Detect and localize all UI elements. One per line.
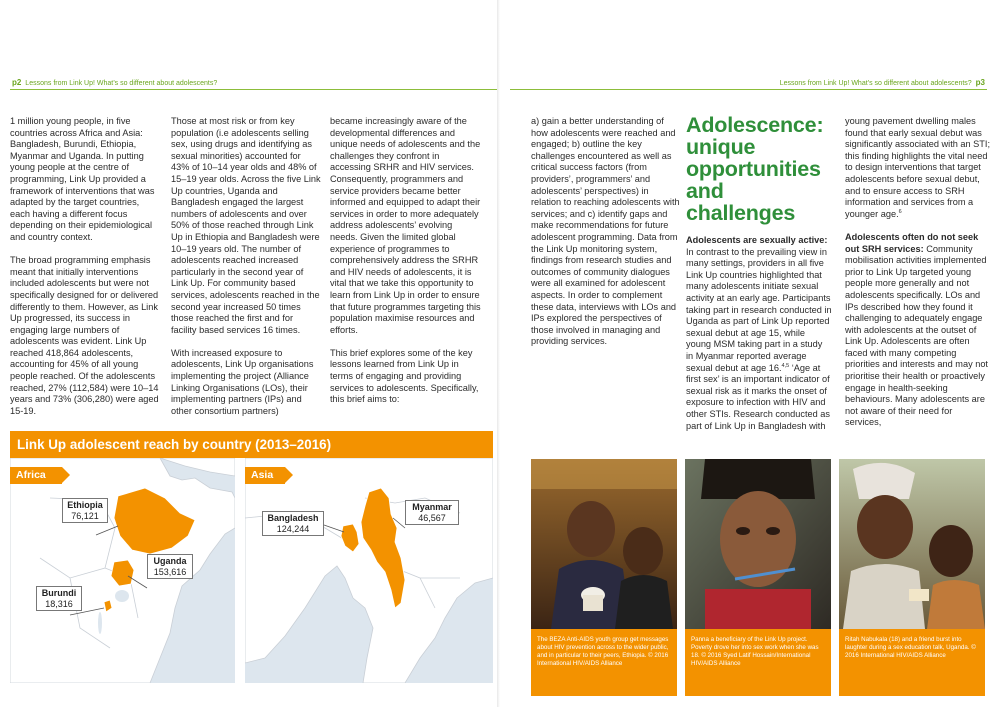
right-column-2 — [686, 114, 832, 432]
reference-mark: 4,5 — [781, 362, 790, 369]
country-value: 124,244 — [276, 523, 310, 534]
photo-caption: The BEZA Anti-AIDS youth group get messages about HIV prevention across to the wider public, and in particular to their peers, Ethiopia. © 2016 International HIV/AIDS Alliance — [531, 629, 677, 696]
reach-map-figure — [10, 431, 493, 683]
running-head-right — [780, 78, 987, 87]
page-number-left: p2 — [12, 78, 22, 87]
asia-map-panel — [245, 458, 493, 683]
body-text: young pavement dwelling males found that early sexual debut was significantly associated with an STI; this finding highlights the vital need to design interventions that target adolescents before sexual debut, and to ensure access to SRH information and services from a younger age. — [845, 116, 991, 219]
paragraph: This brief explores some of the key lessons learned from Link Up in terms of engaging and providing services to adolescents. Specifically, this brief aims to: — [330, 347, 479, 405]
left-column-1 — [10, 116, 160, 417]
paragraph — [845, 232, 991, 429]
country-label-myanmar — [405, 500, 459, 525]
paragraph: became increasingly aware of the developmental differences and unique needs of adolescents and the challenges they confront in accessing SRHR and HIV services. Consequently, programmers and service providers became better informed and equipped to adapt their services in order to more adequately address adolescents’ evolving needs. Given the limited global experience of programmes to comprehensively address the SRHR and HIV needs of adolescents, it is vital that we take this opportunity to learn from Link Up in order to ensure that future programmes targeting this population maximise resources and efforts. — [330, 116, 481, 335]
country-name: Bangladesh — [267, 513, 319, 523]
photo-caption: Panna a beneficiary of the Link Up project. Poverty drove her into sex work when she was 18. © 2016 Syed Latif Hossain/International HIV/AIDS Alliance — [685, 629, 831, 696]
country-value: 153,616 — [153, 566, 187, 577]
paragraph: a) gain a better understanding of how adolescents were reached and engaged; b) outline the key challenges encountered as well as critical success factors (from providers’, programmers’ and adolescents’ perspectives) in relation to reaching adolescents with services; and c) identify gaps and make recommendations for future adolescent programming. Data from the Link Up monitoring system, findings from research studies and outcomes of community dialogues were all examined for adolescent aspects. In order to complement these data, interviews with LOs and IPs explored the perspectives of those involved in managing and providing services. — [531, 116, 680, 347]
paragraph: Those at most risk or from key population (i.e adolescents selling sex, using drugs and identifying as sexual minorities) accounted for 43% of 10–14 year olds and 48% of 15–19 year olds. Across the five Link Up countries, Uganda and Bangladesh engaged the largest numbers of adolescents and over 50% of those reached through Link Up in Ethiopia and Bangladesh were 10–19 years old. The number of adolescents reached increased particularly in the second year of Link Up. For community based services, adolescents reached in the second year increased 50 times those reached the first and for facility based services 16 times. — [171, 116, 321, 335]
country-label-burundi — [36, 586, 82, 611]
body-text: Community mobilisation activities implemented prior to Link Up targeted young people more generally and not adolescents specifically. LOs and IPs described how they found it challenging to adequately engage with adolescents at the outset of Link Up. Adolescents are often faced with many competing priorities and interests and may not prioritise their health or proactively engage in health-seeking behaviours. Many adolescents are not aware of their need for services, — [845, 243, 988, 428]
lead-in: Adolescents often do not seek out SRH services: — [845, 231, 979, 254]
country-value: 46,567 — [418, 512, 446, 523]
right-column-1 — [531, 116, 681, 348]
country-value: 18,316 — [45, 598, 73, 609]
paragraph: The broad programming emphasis meant that initially interventions included adolescents but were not specifically designed for or delivered differently to them. However, as Link Up progressed, its success in engaging large numbers of adolescents was evident. Link Up reached 418,864 adolescents, accounting for 45% of all young people reached. Of the adolescents reached, 27% (112,584) were 10–14 years and 73% (306,280) were aged 15-19. — [10, 255, 159, 416]
country-name: Burundi — [41, 588, 77, 598]
photo-youth-group-image — [531, 459, 677, 629]
asia-map-graphic — [245, 458, 493, 683]
section-heading: Adolescence: unique opportunities and challenges — [686, 113, 824, 225]
country-name: Uganda — [153, 556, 187, 566]
paragraph — [845, 116, 991, 220]
country-label-uganda — [147, 554, 193, 579]
header-rule-left — [10, 89, 497, 90]
paragraph: 1 million young people, in five countries across Africa and Asia: Bangladesh, Burundi, Ethiopia, Myanmar and Uganda. In putting young people at the centre of programming, Link Up provided a framework of interventions that was adapted by the target countries, each having a different focus depending on their epidemiological and country context. — [10, 116, 155, 242]
map-title: Link Up adolescent reach by country (2013–2016) — [10, 431, 493, 458]
country-value: 76,121 — [71, 510, 99, 521]
photo-ritah-image — [839, 459, 985, 629]
paragraph: With increased exposure to adolescents, Link Up organisations implementing the project (Alliance Linking Organisations (LOs), their implementing partners (IPs) and other consortium partners) — [171, 347, 314, 416]
paragraph — [686, 235, 832, 432]
country-label-ethiopia — [62, 498, 108, 523]
right-page — [500, 0, 1000, 707]
body-text: In contrast to the prevailing view in many settings, providers in all five Link Up countries highlighted that many adolescents initiate sexual activity at an early age. Participants taking part in research conducted in Uganda as part of Link Up reported sexual debut at age 15, while young MSM taking part in a study in Myanmar reported average sexual debut at age 16. — [686, 246, 832, 373]
left-column-2 — [171, 116, 321, 417]
reference-mark: 6 — [898, 208, 902, 215]
photo-panna-image — [685, 459, 831, 629]
right-column-3 — [845, 116, 991, 429]
photo-caption: Ritah Nabukala (18) and a friend burst into laughter during a sex education talk, Uganda. © 2016 International HIV/AIDS Alliance — [839, 629, 985, 696]
region-tag-africa: Africa — [10, 467, 62, 484]
country-name: Myanmar — [412, 502, 452, 512]
photo-ritah — [839, 459, 985, 696]
country-name: Ethiopia — [67, 500, 103, 510]
page-number-right: p3 — [975, 78, 985, 87]
region-tag-asia: Asia — [245, 467, 285, 484]
photo-youth-group — [531, 459, 677, 696]
country-label-bangladesh — [262, 511, 324, 536]
running-head-left-text: Lessons from Link Up! What’s so different about adolescents? — [25, 80, 218, 87]
photo-panna — [685, 459, 831, 696]
africa-map-panel — [10, 458, 235, 683]
body-text: ‘Age at first sex’ is an important indicator of sexual risk as it marks the onset of exposure to infection with HIV and other STIs. Research conducted as part of Link Up in Bangladesh with — [686, 362, 831, 431]
left-column-3 — [330, 116, 482, 406]
running-head-right-text: Lessons from Link Up! What’s so different about adolescents? — [779, 80, 972, 87]
lead-in: Adolescents are sexually active: — [686, 235, 828, 245]
africa-map-graphic — [10, 458, 235, 683]
running-head-left — [10, 78, 217, 87]
header-rule-right — [510, 89, 987, 90]
